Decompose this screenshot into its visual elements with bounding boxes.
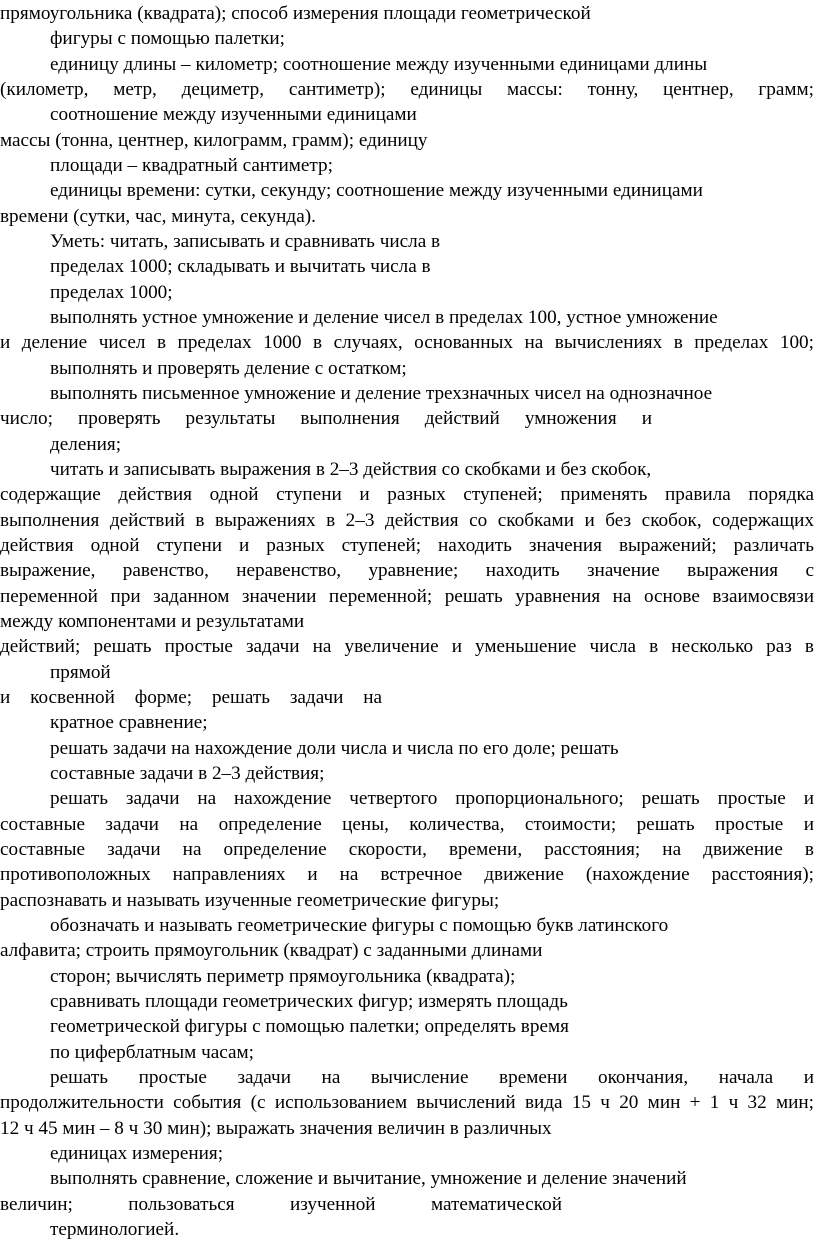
text-line: противоположных направлениях и на встречное движение (нахождение расстояния); (0, 864, 814, 885)
text-line: составные задачи на определение цены, количества, стоимости; решать простые и (0, 814, 814, 835)
text-line: действия одной ступени и разных ступеней; находить значения выражений; различать (0, 535, 814, 556)
text-line: решать простые задачи на вычисление времени окончания, начала и (50, 1067, 814, 1088)
text-line: обозначать и называть геометрические фигуры с помощью букв латинского (50, 915, 669, 936)
text-line: выражение, равенство, неравенство, уравнение; находить значение выражения с (0, 560, 814, 581)
text-line: выполнять устное умножение и деление чисел в пределах 100, устное умножение (50, 307, 718, 328)
text-line: и косвенной форме; решать задачи на (0, 687, 382, 708)
text-line: число; проверять результаты выполнения действий умножения и (0, 408, 652, 429)
text-line: геометрической фигуры с помощью палетки; определять время (50, 1016, 569, 1037)
text-line: фигуры с помощью палетки; (50, 28, 285, 49)
text-line: действий; решать простые задачи на увеличение и уменьшение числа в несколько раз в (0, 636, 814, 657)
text-line: выполнять письменное умножение и деление трехзначных чисел на однозначное (50, 383, 713, 404)
text-line: распознавать и называть изученные геометрические фигуры; (0, 890, 500, 911)
text-line: площади – квадратный сантиметр; (50, 155, 333, 176)
text-line: единицу длины – километр; соотношение между изученными единицами длины (50, 54, 708, 75)
text-line: сторон; вычислять периметр прямоугольника (квадрата); (50, 966, 516, 987)
text-line: между компонентами и результатами (0, 611, 305, 632)
text-line: кратное сравнение; (50, 712, 208, 733)
text-line: решать задачи на нахождение четвертого пропорционального; решать простые и (50, 788, 814, 809)
text-line: продолжительности события (с использованием вычислений вида 15 ч 20 мин + 1 ч 32 мин; (0, 1092, 814, 1113)
text-line: выполнять сравнение, сложение и вычитание, умножение и деление значений (50, 1168, 687, 1189)
text-line: переменной при заданном значении переменной; решать уравнения на основе взаимосвязи (0, 586, 814, 607)
text-line: единицы времени: сутки, секунду; соотношение между изученными единицами (50, 180, 703, 201)
text-line: составные задачи в 2–3 действия; (50, 763, 325, 784)
text-line: сравнивать площади геометрических фигур; измерять площадь (50, 991, 568, 1012)
text-line: времени (сутки, час, минута, секунда). (0, 206, 316, 227)
text-line: выполнения действий в выражениях в 2–3 действия со скобками и без скобок, содержащих (0, 510, 814, 531)
text-line: терминологией. (50, 1219, 180, 1240)
text-line: алфавита; строить прямоугольник (квадрат) с заданными длинами (0, 940, 543, 961)
text-line: читать и записывать выражения в 2–3 действия со скобками и без скобок, (50, 459, 652, 480)
text-line: массы (тонна, центнер, килограмм, грамм); единицу (0, 130, 428, 151)
text-line: решать задачи на нахождение доли числа и числа по его доле; решать (50, 738, 619, 759)
text-line: содержащие действия одной ступени и разных ступеней; применять правила порядка (0, 484, 814, 505)
text-line: деления; (50, 434, 122, 455)
text-line: пределах 1000; складывать и вычитать числа в (50, 256, 431, 277)
text-line: составные задачи на определение скорости, времени, расстояния; на движение в (0, 839, 814, 860)
text-line: 12 ч 45 мин – 8 ч 30 мин); выражать значения величин в различных (0, 1118, 552, 1139)
text-line: прямоугольника (квадрата); способ измерения площади геометрической (0, 3, 591, 24)
text-line: единицах измерения; (50, 1143, 224, 1164)
text-line: прямой (50, 662, 111, 683)
text-line: (километр, метр, дециметр, сантиметр); единицы массы: тонну, центнер, грамм; (0, 79, 814, 100)
text-line: соотношение между изученными единицами (50, 104, 417, 125)
text-line: по циферблатным часам; (50, 1042, 255, 1063)
text-line: пределах 1000; (50, 282, 173, 303)
text-line: величин; пользоваться изученной математической (0, 1194, 562, 1215)
text-line: и деление чисел в пределах 1000 в случаях, основанных на вычислениях в пределах 100; (0, 332, 814, 353)
text-line: Уметь: читать, записывать и сравнивать числа в (50, 231, 441, 252)
text-line: выполнять и проверять деление с остатком; (50, 358, 407, 379)
